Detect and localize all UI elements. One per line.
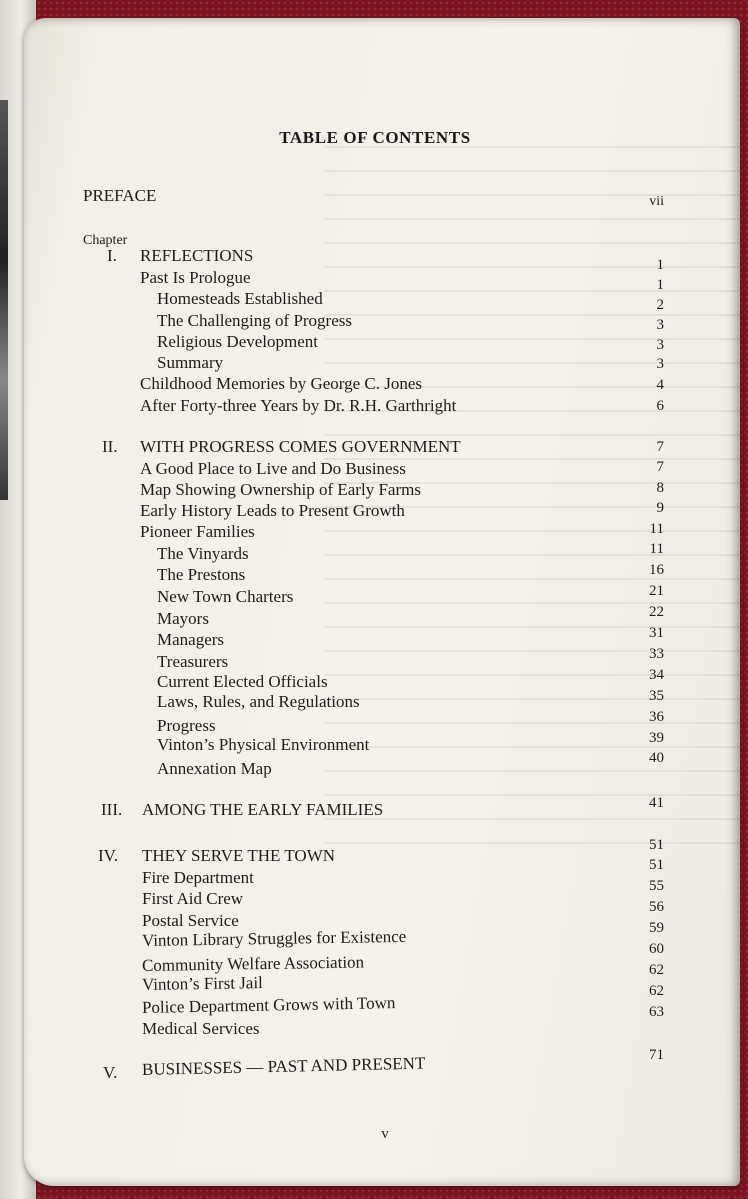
toc-entry: Vinton’s Physical Environment (157, 735, 370, 754)
toc-entry: Laws, Rules, and Regulations (157, 692, 360, 711)
toc-entry: The Challenging of Progress (157, 311, 352, 330)
chapter-title: AMONG THE EARLY FAMILIES (142, 800, 384, 819)
book-spine-photo (0, 100, 8, 500)
chapter-number: II. (102, 437, 118, 456)
toc-entry-page: 3 (656, 356, 664, 372)
chapter-title: BUSINESSES — PAST AND PRESENT (141, 1053, 426, 1079)
toc-entry: Childhood Memories by George C. Jones (140, 374, 423, 393)
toc-entry: Past Is Prologue (140, 268, 251, 287)
toc-entry: First Aid Crew (142, 889, 244, 908)
toc-entry: Religious Development (157, 332, 319, 351)
toc-entry-page: 62 (649, 962, 664, 978)
chapter-page: 71 (649, 1047, 664, 1063)
toc-entry-page: 39 (649, 730, 664, 746)
toc-entry: Mayors (157, 609, 209, 628)
toc-entry-page: 22 (649, 604, 664, 620)
toc-entry: Map Showing Ownership of Early Farms (140, 480, 421, 499)
toc-entry: The Prestons (157, 565, 246, 584)
toc-entry: Summary (157, 353, 224, 372)
chapter-title: REFLECTIONS (140, 246, 254, 265)
toc-entry: Vinton Library Struggles for Existence (141, 926, 407, 950)
toc-entry-page: 9 (656, 500, 664, 516)
toc-entry: After Forty-three Years by Dr. R.H. Garthright (140, 396, 457, 415)
chapter-page: 51 (649, 837, 664, 853)
chapter-number: I. (107, 246, 117, 265)
toc-entry: The Vinyards (157, 544, 249, 563)
chapter-page: 7 (656, 439, 664, 455)
toc-entry-page: 62 (649, 983, 664, 999)
toc-entry-page: 1 (656, 277, 664, 293)
toc-entry-page: 16 (649, 562, 664, 578)
toc-entry-page: 51 (649, 857, 664, 873)
toc-entry-page: 34 (649, 667, 664, 683)
toc-entry: Police Department Grows with Town (141, 993, 396, 1017)
toc-entry-page: 56 (649, 899, 664, 915)
toc-entry-page: 8 (656, 480, 664, 496)
toc-entry-page: 3 (656, 317, 664, 333)
toc-entry: Progress (157, 716, 216, 735)
toc-entry-page: 3 (656, 337, 664, 353)
toc-entry: Annexation Map (157, 759, 272, 778)
chapter-title: WITH PROGRESS COMES GOVERNMENT (140, 437, 461, 456)
toc-entry: New Town Charters (157, 587, 294, 606)
preface-label: PREFACE (83, 186, 157, 205)
toc-entry: Vinton’s First Jail (141, 973, 263, 994)
toc-entry: Fire Department (142, 868, 254, 887)
chapter-number: IV. (98, 846, 118, 865)
toc-entry-page: 2 (656, 297, 664, 313)
toc-entry-page: 11 (649, 541, 664, 557)
page-title: TABLE OF CONTENTS (279, 128, 471, 147)
toc-entry-page: 31 (649, 625, 664, 641)
toc-entry-page: 35 (649, 688, 664, 704)
toc-entry: Early History Leads to Present Growth (140, 501, 405, 520)
toc-entry: Community Welfare Association (141, 952, 365, 975)
toc-entry: Current Elected Officials (157, 672, 328, 691)
chapter-number: III. (101, 800, 123, 819)
toc-entry: Postal Service (142, 911, 239, 930)
toc-entry: Homesteads Established (157, 289, 323, 308)
toc-entry: Managers (157, 630, 225, 649)
toc-entry-page: 4 (656, 377, 664, 393)
toc-entry: A Good Place to Live and Do Business (140, 459, 406, 478)
toc-entry-page: 40 (649, 750, 664, 766)
toc-entry: Medical Services (142, 1019, 260, 1038)
toc-entry-page: 33 (649, 646, 664, 662)
chapter-number: V. (103, 1063, 118, 1082)
toc-entry: Pioneer Families (140, 522, 255, 541)
toc-entry-page: 63 (649, 1004, 664, 1020)
preface-page: vii (649, 194, 664, 209)
chapter-title: THEY SERVE THE TOWN (142, 846, 336, 865)
page-number: v (381, 1126, 389, 1142)
toc-entry-page: 21 (649, 583, 664, 599)
toc-entry-page: 7 (656, 459, 664, 475)
toc-entry-page: 59 (649, 920, 664, 936)
toc-entry-page: 55 (649, 878, 664, 894)
chapter-page: 41 (649, 795, 664, 811)
chapter-page: 1 (656, 257, 664, 273)
chapter-label: Chapter (83, 233, 128, 248)
toc-entry: Treasurers (157, 652, 229, 671)
toc-entry-page: 60 (649, 941, 664, 957)
toc-entry-page: 36 (649, 709, 664, 725)
toc-entry-page: 11 (649, 521, 664, 537)
toc-entry-page: 6 (656, 398, 664, 414)
